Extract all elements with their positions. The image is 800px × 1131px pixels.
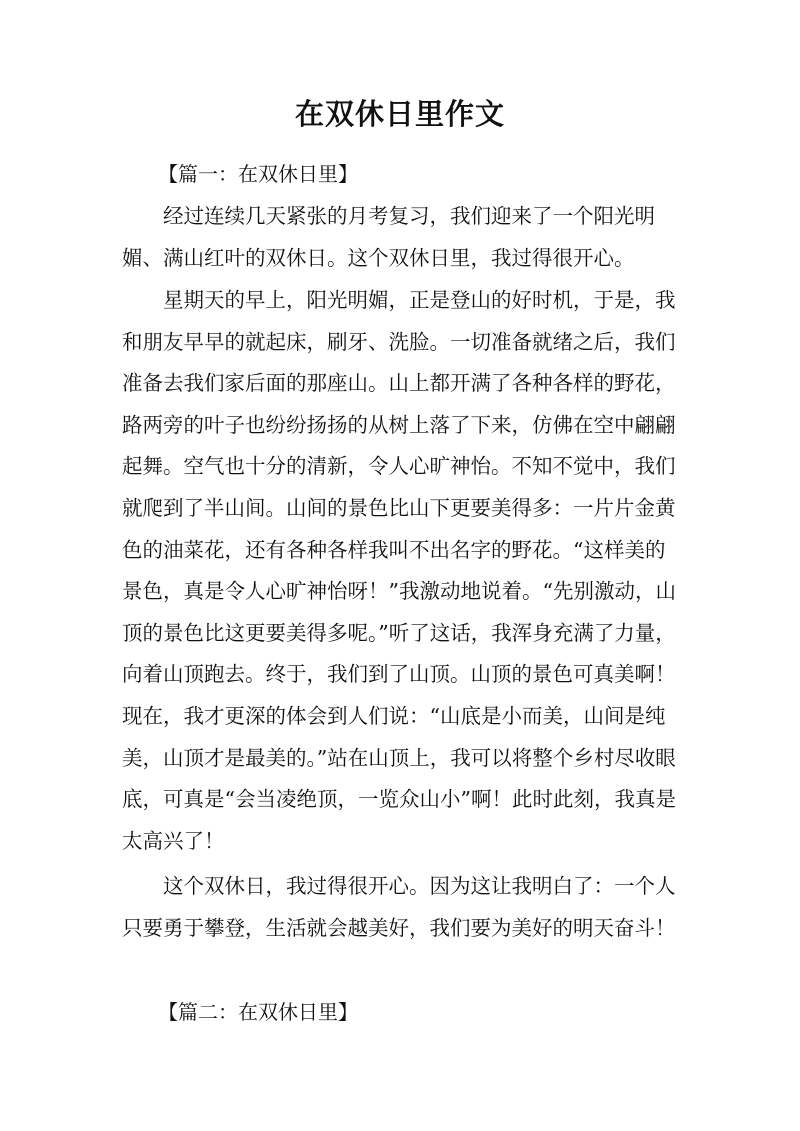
section-1-heading: 【篇一：在双休日里】	[158, 162, 358, 186]
paragraph-3: 这个双休日，我过得很开心。因为这让我明白了：一个人只要勇于攀登，生活就会越美好，我们要为美好的明天奋斗！	[122, 874, 676, 940]
section-2-heading: 【篇二：在双休日里】	[158, 1000, 358, 1024]
document-title: 在双休日里作文	[294, 97, 505, 131]
paragraph-2: 星期天的早上，阳光明媚，正是登山的好时机，于是，我和朋友早早的就起床，刷牙、洗脸。一切准备就绪之后，我们准备去我们家后面的那座山。山上都开满了各种各样的野花，路两旁的叶子也纷纷扬扬的从树上落了下来，仿佛在空中翩翩起舞。空气也十分的清新，令人心旷神怡。不知不觉中，我们就爬到了半山间。山间的景色比山下更要美得多：一片片金黄色的油菜花，还有各种各样我叫不出名字的野花。“这样美的景色，真是令人心旷神怡呀！”我激动地说着。“先别激动，山顶的景色比这更要美得多呢。”听了这话，我浑身充满了力量，向着山顶跑去。终于，我们到了山顶。山顶的景色可真美啊！现在，我才更深的体会到人们说：“山底是小而美，山间是纯美，山顶才是最美的。”站在山顶上，我可以将整个乡村尽收眼底，可真是“会当凌绝顶，一览众山小”啊！此时此刻，我真是太高兴了！	[122, 288, 676, 853]
paragraph-1: 经过连续几天紧张的月考复习，我们迎来了一个阳光明媚、满山红叶的双休日。这个双休日里，我过得很开心。	[122, 204, 655, 270]
